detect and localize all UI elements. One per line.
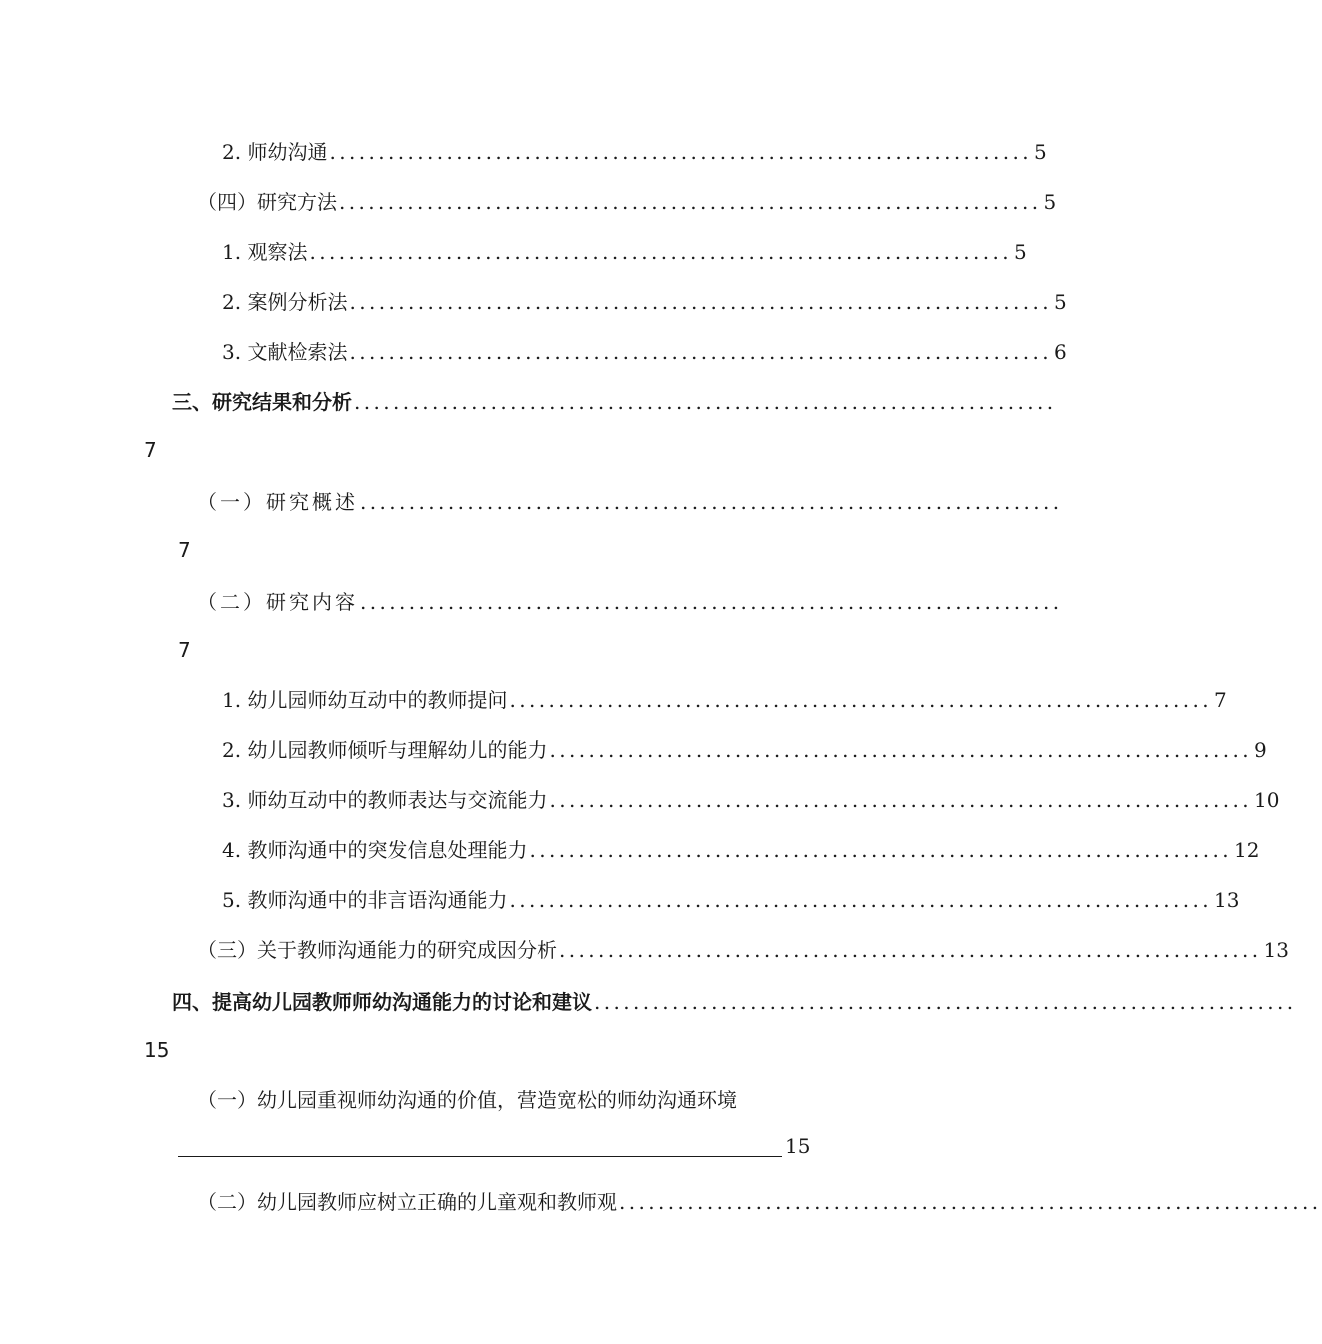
toc-page-number: 7	[178, 638, 191, 662]
toc-entry-label: （二）	[197, 1190, 257, 1214]
toc-leader-dots: ........................................................................	[594, 990, 1297, 1014]
toc-entry-title: 4. 教师沟通中的突发信息处理能力	[222, 838, 528, 862]
toc-entry-title: 2. 案例分析法	[222, 290, 348, 314]
toc-entry-title: 5. 教师沟通中的非言语沟通能力	[222, 888, 508, 912]
toc-entry-title: （三）关于教师沟通能力的研究成因分析	[197, 938, 557, 962]
toc-page-number: 5	[1034, 140, 1047, 164]
toc-leader-dots: ........................................................................	[354, 390, 1057, 414]
toc-entry[interactable]	[197, 584, 1063, 614]
toc-entry[interactable]	[222, 334, 1067, 364]
toc-entry-title: 3. 师幼互动中的教师表达与交流能力	[222, 788, 548, 812]
toc-entry[interactable]	[222, 782, 1280, 812]
toc-entry-title: 2. 幼儿园教师倾听与理解幼儿的能力	[222, 738, 548, 762]
toc-page-number: 6	[1054, 340, 1067, 364]
toc-leader-dots: ........................................................................	[559, 938, 1262, 962]
toc-entry[interactable]	[197, 1184, 1322, 1214]
toc-page-number: 15	[144, 1038, 170, 1062]
toc-page-number: 10	[1254, 788, 1280, 812]
toc-entry-title: 幼儿园教师应树立正确的儿童观和教师观	[257, 1190, 617, 1214]
toc-entry-title: （一）幼儿园重视师幼沟通的价值，营造宽松的师幼沟通环境	[197, 1088, 737, 1112]
toc-leader-dots: ........................................................................	[529, 838, 1232, 862]
toc-leader-dots: ........................................................................	[549, 738, 1252, 762]
toc-page-number: 15	[785, 1134, 811, 1158]
toc-entry[interactable]	[222, 682, 1227, 712]
toc-entry-title: （一）研究概述	[197, 490, 358, 514]
toc-entry-chapter[interactable]	[172, 384, 1057, 414]
toc-leader-dots: ........................................................................	[309, 240, 1012, 264]
toc-leader-dots: ........................................................................	[509, 888, 1212, 912]
toc-entry-title: 2. 师幼沟通	[222, 140, 328, 164]
toc-page-number: 5	[1054, 290, 1067, 314]
toc-leader-dots: ........................................................................	[329, 140, 1032, 164]
toc-entry-title: 提高幼儿园教师师幼沟通能力的讨论和建议	[212, 990, 592, 1014]
toc-leader-dots: ........................................................................	[619, 1190, 1322, 1214]
toc-leader-dots: ........................................................................	[360, 590, 1063, 614]
toc-entry[interactable]	[222, 832, 1260, 862]
toc-page-number: 7	[178, 538, 191, 562]
toc-page-number: 9	[1254, 738, 1267, 762]
toc-page-number: 5	[1043, 190, 1057, 214]
toc-leader-dots: ........................................................................	[349, 290, 1052, 314]
toc-entry-title: 三、研究结果和分析	[172, 390, 352, 414]
toc-page-number: 12	[1234, 838, 1260, 862]
toc-entry-label: 四、	[172, 990, 212, 1014]
toc-entry-title: （二）研究内容	[197, 590, 358, 614]
toc-entry[interactable]	[222, 234, 1027, 264]
toc-leader-dots: ........................................................................	[549, 788, 1252, 812]
toc-page-number: 13	[1214, 888, 1240, 912]
toc-entry-title: 1. 幼儿园师幼互动中的教师提问	[222, 688, 508, 712]
toc-entry-title: 3. 文献检索法	[222, 340, 348, 364]
toc-leader-dots: ........................................................................	[509, 688, 1212, 712]
toc-page-number: 7	[1214, 688, 1227, 712]
toc-page-number: 13	[1263, 938, 1289, 962]
toc-page-number: 5	[1014, 240, 1027, 264]
toc-entry[interactable]	[197, 184, 1057, 214]
toc-entry-title: 1. 观察法	[222, 240, 308, 264]
toc-leader-dots: ........................................................................	[349, 340, 1052, 364]
toc-entry[interactable]	[197, 484, 1063, 514]
toc-entry[interactable]	[222, 284, 1067, 314]
toc-leader-line	[178, 1136, 782, 1157]
toc-entry-chapter[interactable]	[172, 984, 1297, 1014]
toc-entry[interactable]	[222, 882, 1240, 912]
toc-entry-title: （四）研究方法	[197, 190, 337, 214]
toc-entry[interactable]	[197, 932, 1289, 962]
toc-entry[interactable]	[222, 134, 1047, 164]
toc-leader-dots: ........................................................................	[339, 190, 1042, 214]
toc-leader-dots: ........................................................................	[360, 490, 1063, 514]
toc-entry[interactable]	[222, 732, 1267, 762]
toc-entry[interactable]	[197, 1082, 818, 1112]
toc-page-number: 7	[144, 438, 157, 462]
